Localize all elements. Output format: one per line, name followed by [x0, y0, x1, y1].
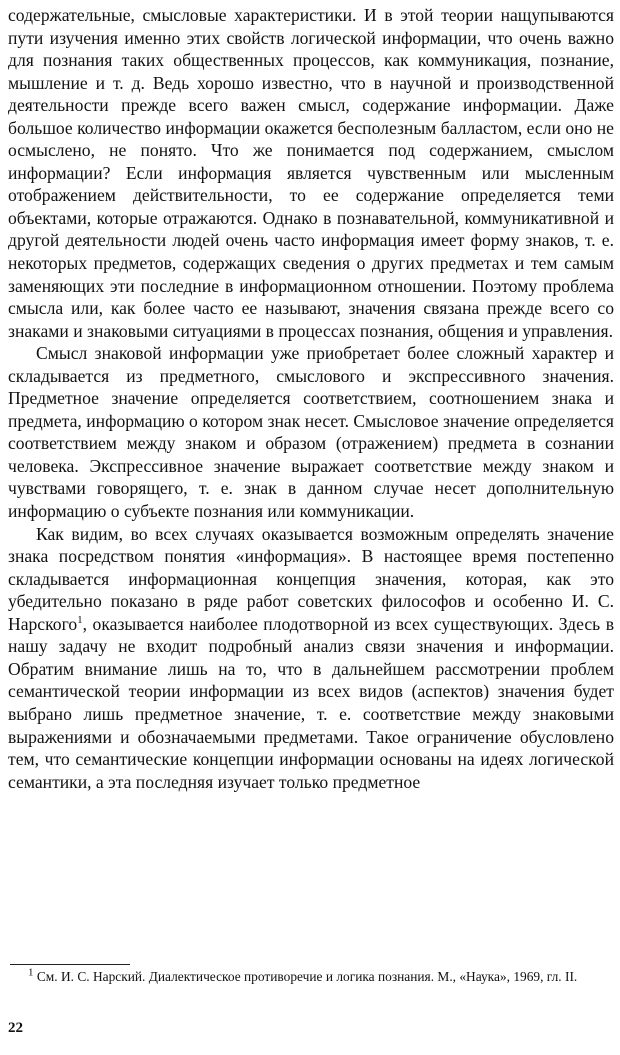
page-content [8, 4, 614, 793]
paragraph-1: содержательные, смысловые характеристики. И в этой теории нащупываются пути изучения именно этих свойств логической информации, что очень важно для познания таких общественных процессов, как коммуникация, познание, мышление и т. д. Ведь хорошо известно, что в научной и производственной деятельности прежде всего важен смысл, содержание информации. Даже большое количество информации окажется бесполезным балластом, если оно не осмыслено, не понято. Что же понимается под содержанием, смыслом информации? Если информация является чувственным или мысленным отображением действительности, то ее содержание определяется теми объектами, которые отражаются. Однако в познавательной, коммуникативной и другой деятельности людей очень часто информация имеет форму знаков, т. е. некоторых предметов, содержащих сведения о других предметах и тем самым заменяющих эти последние в информационном отношении. Поэтому проблема смысла или, как более часто ее называют, значения связана прежде всего со знаками и знаковыми ситуациями в процессах познания, общения и управления. [8, 5, 614, 341]
page-number: 22 [8, 1020, 23, 1036]
footnote [8, 967, 614, 986]
paragraph-3 [8, 523, 614, 794]
footnote-reference: 1 [77, 613, 83, 626]
body-text [8, 4, 614, 793]
paragraph-3-part-2: , оказывается наиболее плодотворной из всех существующих. Здесь в нашу задачу не входит подробный анализ связи значения и информации. Обратим внимание лишь на то, что в дальнейшем рассмотрении проблем семантической теории информации из всех видов (аспектов) значения будет выбрано лишь предметное значение, т. е. соответствие между знаковыми выражениями и обозначаемыми предметами. Такое ограничение обусловлено тем, что семантические концепции информации основаны на идеях логической семантики, а эта последняя изучает только предметное [8, 613, 614, 792]
paragraph-2: Смысл знаковой информации уже приобретает более сложный характер и складывается из предметного, смыслового и экспрессивного значения. Предметное значение определяется соответствием, соотношением знака и предмета, информацию о котором знак несет. Смысловое значение определяется соответствием между знаком и образом (отражением) предмета в сознании человека. Экспрессивное значение выражает соответствие между знаком и чувствами говорящего, т. е. знак в данном случае несет дополнительную информацию о субъекте познания или коммуникации. [8, 343, 614, 522]
footnote-text: См. И. С. Нарский. Диалектическое противоречие и логика познания. М., «Наука», 1969, гл. II. [36, 969, 578, 984]
footnote-marker: 1 [28, 966, 34, 979]
paragraph-3-part-1: Как видим, во всех случаях оказывается возможным определять значение знака посредством понятия «информация». В настоящее время постепенно складывается информационная концепция значения, которая, как это убедительно показано в ряде работ советских философов и особенно И. С. Нарского [8, 523, 614, 634]
footnote-divider [10, 964, 130, 965]
